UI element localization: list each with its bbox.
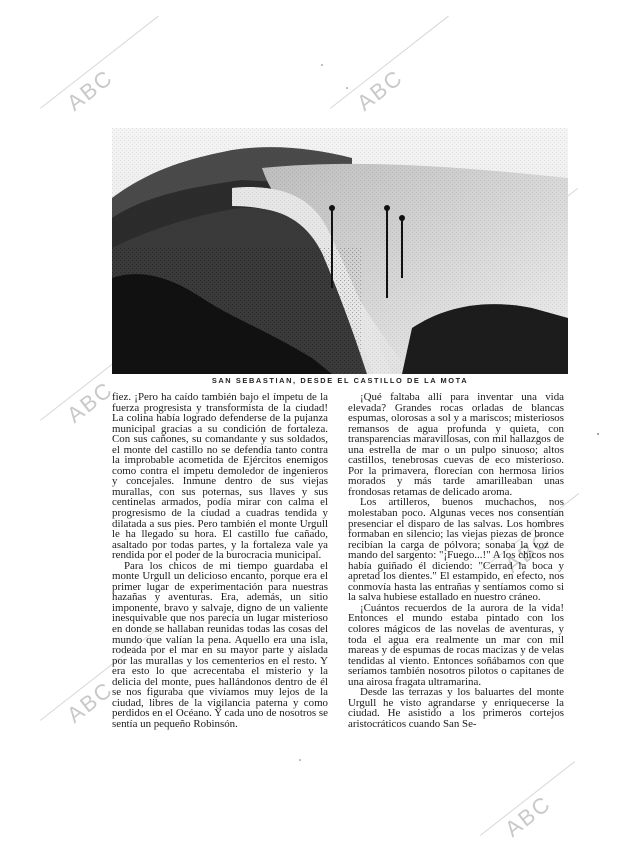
paragraph: Desde las terrazas y los baluartes del monte Urgull he visto agrandarse y enriquecerse la ciudad. He asistido a los primeros cortejos aristocráticos cuando San Se-	[348, 686, 564, 730]
watermark-text: ABC	[62, 676, 118, 728]
watermark-text: ABC	[352, 64, 408, 116]
watermark-text: ABC	[500, 790, 556, 842]
paragraph: ¡Qué faltaba allí para inventar una vida elevada? Grandes rocas orladas de blancas espumas, olorosas a sol y a mariscos; misteriosos remansos de agua profunda y quieta, con transparencias maravillosas, con mil hallazgos de una estrella de mar o un pulpo sinuoso; altos castillos, tenebrosas cuevas de eco misterioso. Por la primavera, florecían con hermosa lirios morados y más tarde amarilleaban unas frondosas retamas de delicado aroma.	[348, 391, 564, 498]
paragraph: fiez. ¡Pero ha caído también bajo el ímpetu de la fuerza progresista y transformista de la ciudad! La colina había logrado defenderse de la pujanza municipal gracias a su condición de fortaleza. Con sus cañones, su comandante y sus soldados, el monte del castillo no se defendía tanto contra la improbable acometida de Ejércitos enemigos como contra el ímpetu demoledor de ingenieros y concejales. Inmune dentro de sus viejas murallas, con sus poternas, sus llaves y sus centinelas armados, podía mirar con calma el progresismo de la ciudad a cuadras tendida y dilatada a sus pies. Pero también el monte Urgull le ha llegado su hora. El castillo fue cañado, asaltado por todas partes, y la fortaleza vale ya rendida por el poder de la burocracia municipal.	[112, 391, 328, 562]
photo-caption: SAN SEBASTIAN, DESDE EL CASTILLO DE LA MOTA	[211, 376, 469, 385]
watermark-text: ABC	[62, 376, 118, 428]
watermark-text: ABC	[62, 64, 118, 116]
paragraph: ¡Cuántos recuerdos de la aurora de la vida! Entonces el mundo estaba pintado con los colores mágicos de las novelas de aventuras, y toda el agua era realmente un mar con mil mareas y de espumas de rocas macizas y de velas tendidas al viento. Entonces soñábamos con que seríamos también nosotros pilotos o capitanes de una airosa fragata ultramarina.	[348, 601, 564, 688]
paragraph: Los artilleros, buenos muchachos, nos molestaban poco. Algunas veces nos consentían presenciar el disparo de las salvas. Los hombres formaban en silencio; las viejas piezas de bronce recibían la carga de pólvora; sonaba la voz de mando del sargento: "¡Fuego...!" A los chicos nos había guiñado él diciendo: "Cerrad la boca y apretad los dientes." El estampido, en efecto, nos conmovía hasta las entrañas y sentíamos como si la salva hubiese estallado en nuestro cráneo.	[348, 496, 564, 604]
paragraph: Para los chicos de mi tiempo guardaba el monte Urgull un delicioso encanto, porque era el primer lugar de experimentación para nuestras hazañas y aventuras. Era, además, un sitio imponente, bravo y salvaje, digno de un valiente inesquivable que nos parecía un lugar misterioso en donde se hallaban reunidas todas las cosas del mundo que valían la pena. Aquello era una isla, rodeada por el mar en su mayor parte y aislada por las murallas y los cementerios en el resto. Y era esto lo que acrecentaba el misterio y la delicia del monte, pues hallándonos dentro de él se nos figuraba que vivíamos muy lejos de la ciudad, libres de la vigilancia paterna y como perdidos en el Océano. Y cada uno de nosotros se sentía un pequeño Robinsón.	[112, 559, 328, 730]
watermark-text: ABC	[500, 526, 556, 578]
